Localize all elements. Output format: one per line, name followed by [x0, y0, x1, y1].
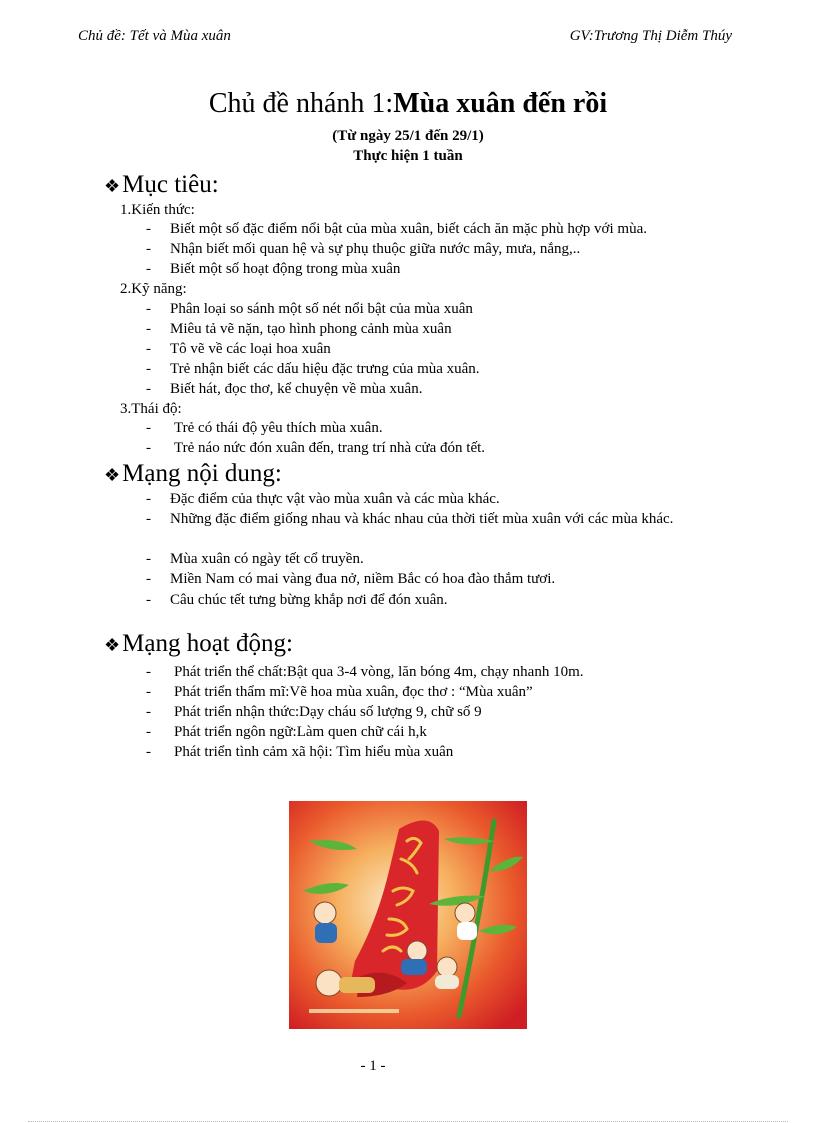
page-title — [0, 88, 816, 120]
child-body — [435, 975, 459, 989]
poster-caption-bar — [309, 1009, 399, 1013]
diamond-bullet-icon: ❖ — [104, 465, 121, 485]
page-header — [78, 28, 732, 50]
section-title: Mục tiêu: — [122, 171, 219, 198]
child-head — [407, 941, 427, 961]
child-body — [339, 977, 375, 993]
child-body — [401, 959, 427, 975]
date-range: (Từ ngày 25/1 đến 29/1) — [332, 128, 484, 144]
section-heading-mang-hoat-dong — [104, 630, 293, 658]
list-item: - Biết một số đặc điểm nổi bật của mùa xuân, biết cách ăn mặc phù hợp với mùa. — [146, 221, 647, 237]
list-item: - Miền Nam có mai vàng đua nở, niềm Bắc có hoa đào thắm tươi. — [146, 571, 556, 587]
child-head — [314, 902, 336, 924]
page-bottom-divider — [28, 1121, 788, 1122]
child-body — [315, 923, 337, 943]
header-teacher: GV:Trương Thị Diễm Thúy — [569, 28, 732, 44]
list-item: - Câu chúc tết tưng bừng khắp nơi để đón xuân. — [146, 592, 448, 608]
section-title: Mạng nội dung: — [122, 460, 282, 487]
list-item: - Phát triển tình cảm xã hội: Tìm hiểu mùa xuân — [146, 744, 454, 760]
list-item: - Biết một số hoạt động trong mùa xuân — [146, 261, 401, 277]
child-head — [455, 903, 475, 923]
list-item: - Phát triển ngôn ngữ:Làm quen chữ cái h,k — [146, 724, 427, 740]
list-item: - Phân loại so sánh một số nét nổi bật của mùa xuân — [146, 301, 473, 317]
diamond-bullet-icon: ❖ — [104, 176, 121, 196]
list-item: - Mùa xuân có ngày tết cổ truyền. — [146, 551, 364, 567]
section-heading-muc-tieu — [104, 171, 219, 199]
child-body — [457, 922, 477, 940]
section-heading-mang-noi-dung — [104, 460, 282, 488]
child-head — [437, 957, 457, 977]
list-item: - Biết hát, đọc thơ, kể chuyện về mùa xuân. — [146, 381, 423, 397]
list-item: - Trẻ có thái độ yêu thích mùa xuân. — [146, 420, 383, 436]
duration-text: Thực hiện 1 tuần — [353, 148, 463, 164]
list-item: - Những đặc điểm giống nhau và khác nhau của thời tiết mùa xuân với các mùa khác. — [146, 511, 674, 527]
list-item: - Nhận biết mối quan hệ và sự phụ thuộc giữa nước mây, mưa, nắng,.. — [146, 241, 581, 257]
list-item: - Phát triển thể chất:Bật qua 3-4 vòng, lăn bóng 4m, chạy nhanh 10m. — [146, 664, 584, 680]
list-item: - Trẻ nhận biết các dấu hiệu đặc trưng của mùa xuân. — [146, 361, 480, 377]
list-item: - Phát triển thẩm mĩ:Vẽ hoa mùa xuân, đọc thơ : “Mùa xuân” — [146, 684, 533, 700]
diamond-bullet-icon: ❖ — [104, 635, 121, 655]
list-item: - Phát triển nhận thức:Dạy cháu số lượng 9, chữ số 9 — [146, 704, 482, 720]
subheading-thai-do: 3.Thái độ: — [120, 401, 182, 417]
subheading-kien-thuc: 1.Kiến thức: — [120, 202, 195, 218]
page-number: - 1 - — [360, 1058, 386, 1074]
title-prefix: Chủ đề nhánh 1: — [208, 88, 394, 119]
header-topic: Chủ đề: Tết và Mùa xuân — [78, 28, 231, 44]
child-head — [316, 970, 342, 996]
list-item: - Đặc điểm của thực vật vào mùa xuân và các mùa khác. — [146, 491, 500, 507]
list-item: - Tô vẽ về các loại hoa xuân — [146, 341, 331, 357]
list-item: - Miêu tả vẽ nặn, tạo hình phong cảnh mùa xuân — [146, 321, 452, 337]
section-title: Mạng hoạt động: — [122, 630, 293, 657]
spring-tet-poster-image — [289, 801, 527, 1029]
title-topic: Mùa xuân đến rồi — [393, 88, 608, 119]
list-item: - Trẻ náo nức đón xuân đến, trang trí nhà cửa đón tết. — [146, 440, 486, 456]
subheading-ky-nang: 2.Kỹ năng: — [120, 281, 187, 297]
